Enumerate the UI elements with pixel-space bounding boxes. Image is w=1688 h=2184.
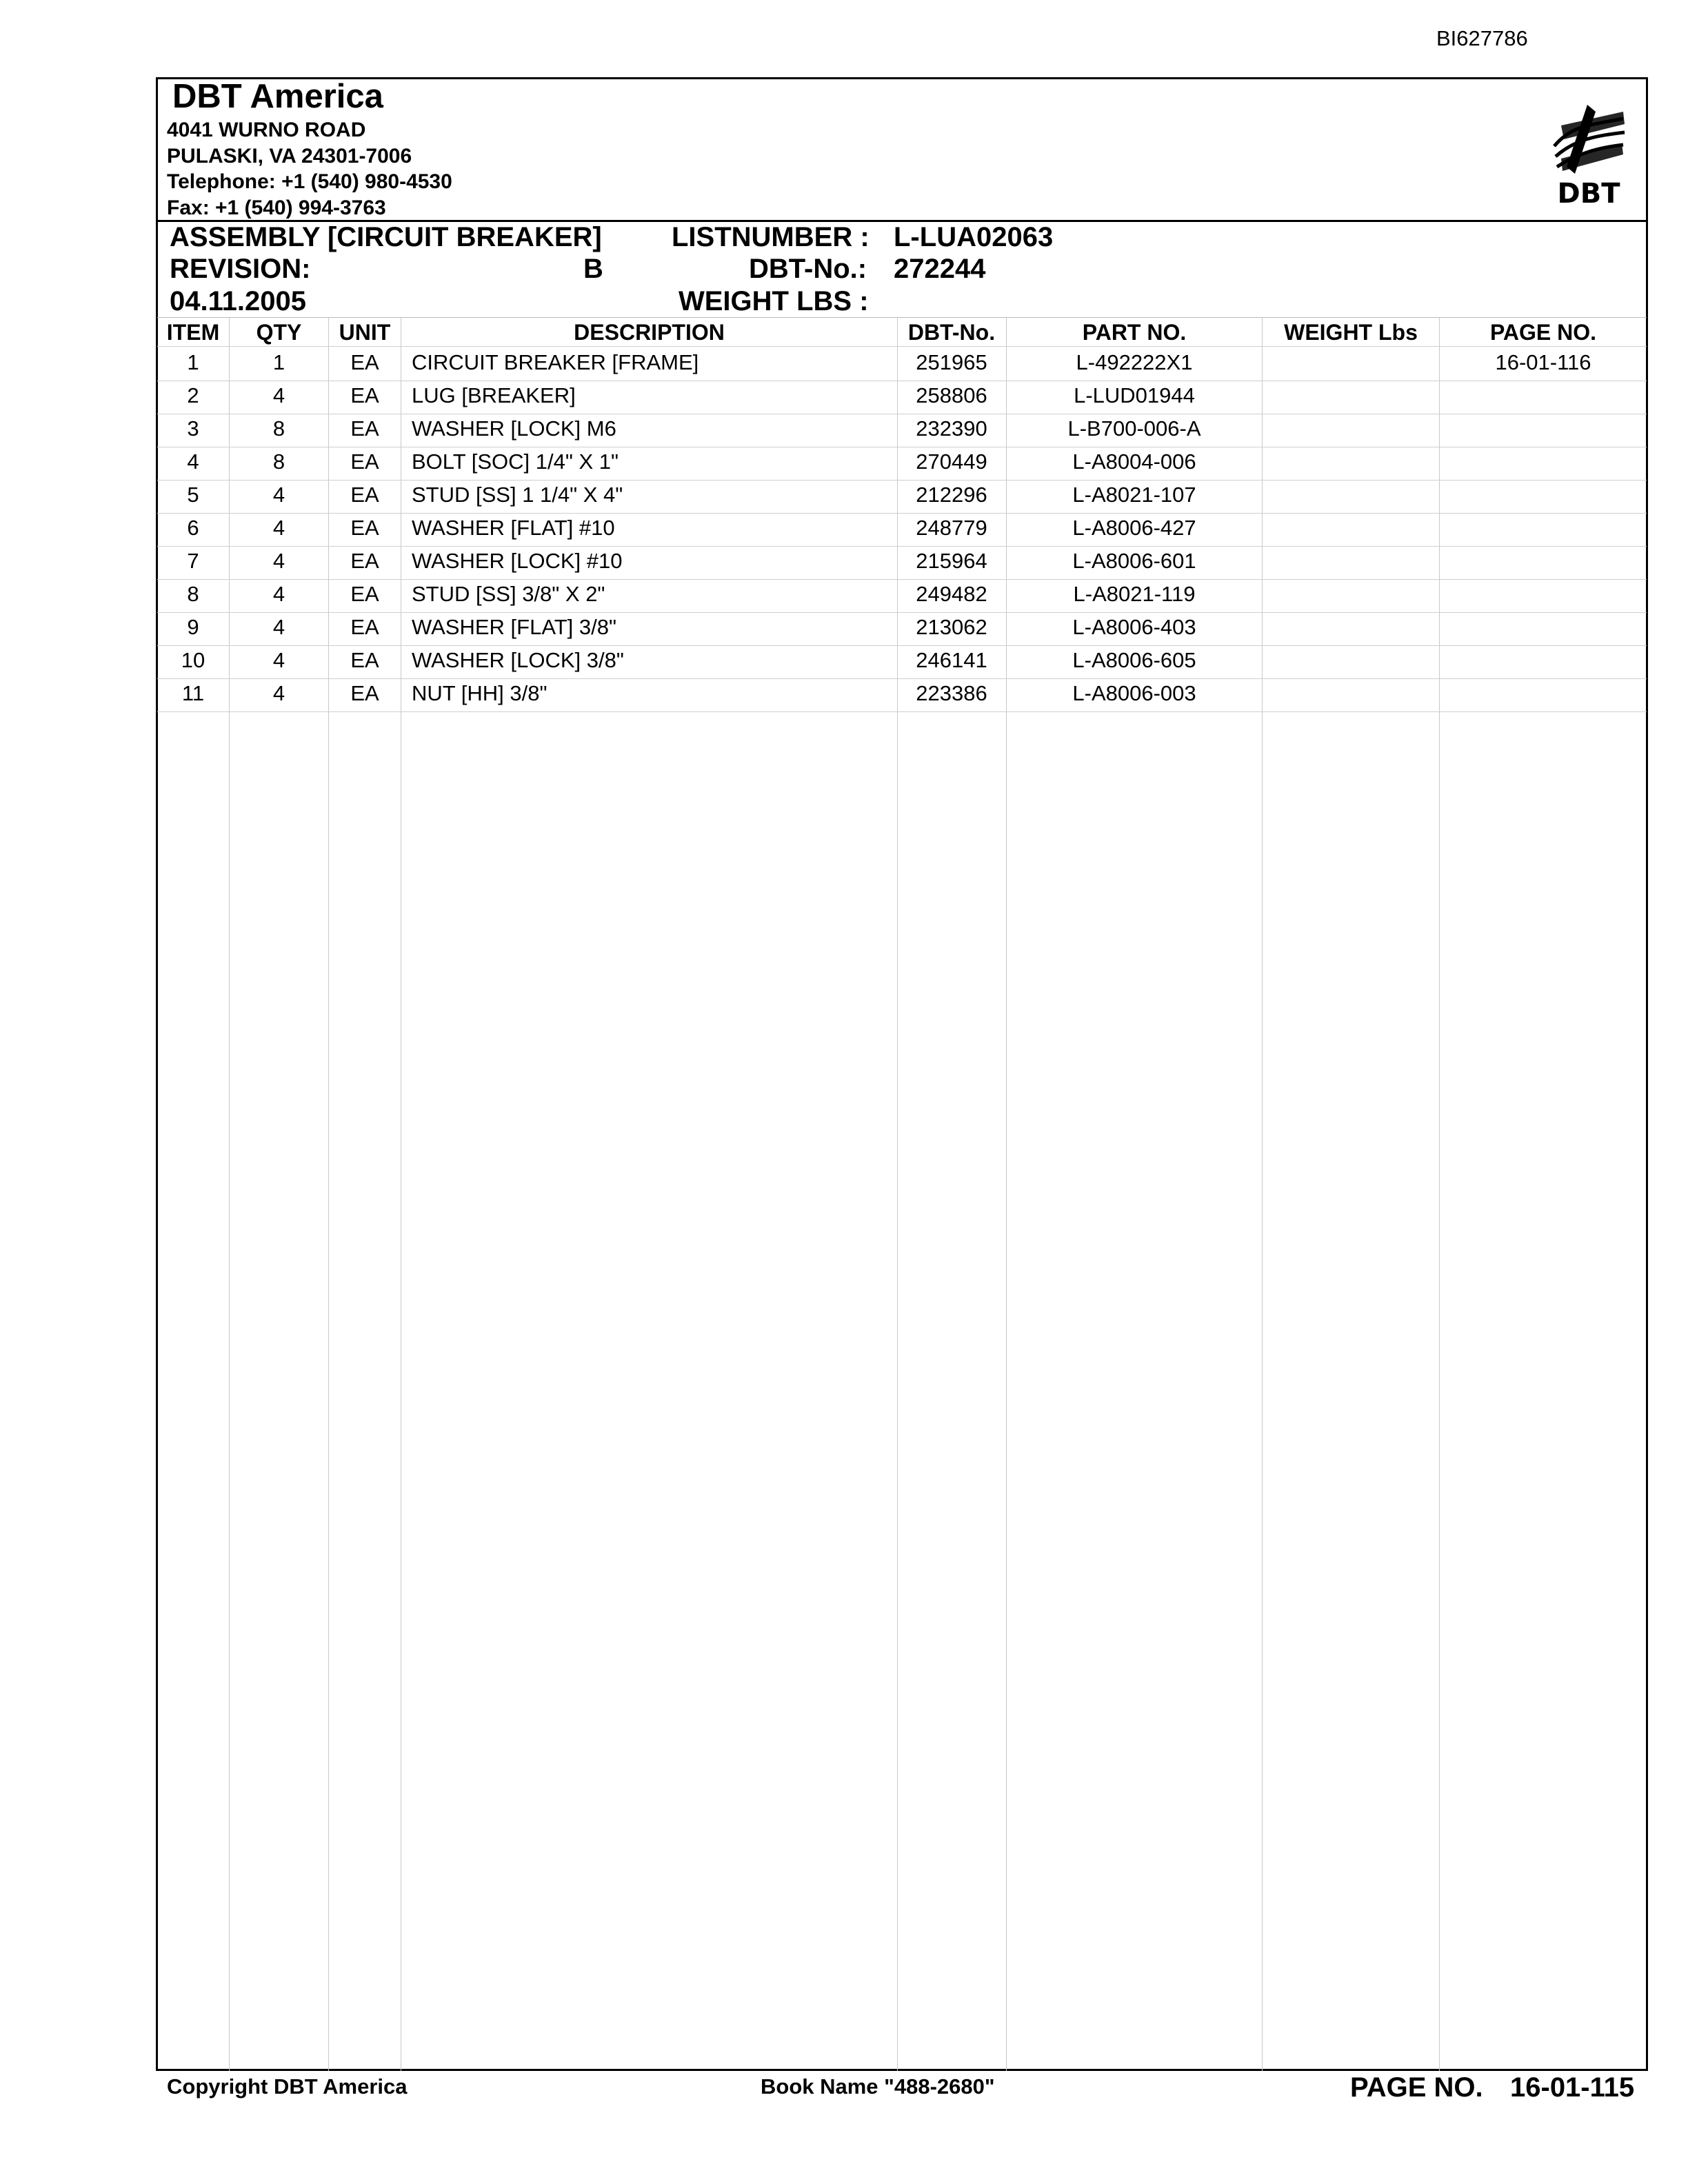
dbtno-value: 272244 [894,254,986,284]
col-header-page-no: PAGE NO. [1489,320,1597,345]
row-part-no: L-492222X1 [1076,350,1193,374]
header-row-line [157,346,1647,347]
row-item: 6 [187,516,199,540]
company-address-line1: 4041 WURNO ROAD [167,119,366,141]
col-header-weight: WEIGHT Lbs [1284,320,1418,345]
row-qty: 4 [272,549,285,573]
column-divider [1006,318,1007,2071]
row-divider [157,480,1647,481]
company-telephone: Telephone: +1 (540) 980-4530 [167,170,452,193]
row-item: 11 [181,681,205,705]
row-item: 8 [187,582,199,606]
row-unit: EA [350,416,379,441]
dbtno-label: DBT-No.: [749,254,867,284]
row-part-no: L-A8021-107 [1072,483,1196,507]
assembly-title: ASSEMBLY [CIRCUIT BREAKER] [170,222,602,252]
row-qty: 4 [272,383,285,407]
row-page-no: 16-01-116 [1495,350,1591,374]
row-part-no: L-A8006-601 [1072,549,1196,573]
column-divider [897,318,898,2071]
row-description: WASHER [FLAT] #10 [412,516,615,540]
row-dbt-no: 251965 [916,350,987,374]
row-qty: 4 [272,582,285,606]
row-qty: 4 [272,516,285,540]
page-number-label: PAGE NO. [1350,2072,1483,2103]
document-frame [156,77,1648,2071]
row-item: 9 [187,615,199,639]
column-divider [1439,318,1440,2071]
company-name: DBT America [172,78,383,115]
row-part-no: L-LUD01944 [1074,383,1195,407]
column-divider [1262,318,1263,2071]
row-unit: EA [350,681,379,705]
row-unit: EA [350,516,379,540]
weight-label: WEIGHT LBS : [679,286,869,316]
col-header-qty: QTY [256,320,302,345]
row-unit: EA [350,582,379,606]
row-unit: EA [350,350,379,374]
row-dbt-no: 258806 [916,383,987,407]
row-qty: 8 [272,416,285,441]
row-unit: EA [350,383,379,407]
row-description: WASHER [LOCK] M6 [412,416,616,441]
revision-label: REVISION: [170,254,311,284]
row-qty: 4 [272,615,285,639]
row-divider [157,711,1647,712]
row-unit: EA [350,615,379,639]
row-item: 1 [187,350,199,374]
row-dbt-no: 215964 [916,549,987,573]
column-divider [328,318,329,2071]
column-divider [229,318,230,2071]
row-qty: 4 [272,681,285,705]
col-header-description: DESCRIPTION [574,320,725,345]
row-dbt-no: 223386 [916,681,987,705]
row-dbt-no: 249482 [916,582,987,606]
row-unit: EA [350,483,379,507]
listnumber-value: L-LUA02063 [894,222,1054,252]
row-dbt-no: 213062 [916,615,987,639]
row-divider [157,579,1647,580]
row-part-no: L-A8021-119 [1073,582,1196,606]
row-description: WASHER [LOCK] #10 [412,549,623,573]
row-divider [157,546,1647,547]
row-item: 7 [187,549,199,573]
row-description: BOLT [SOC] 1/4" X 1" [412,449,619,474]
company-fax: Fax: +1 (540) 994-3763 [167,196,386,219]
revision-value: B [583,254,603,284]
col-header-part-no: PART NO. [1082,320,1187,345]
row-unit: EA [350,549,379,573]
row-qty: 1 [272,350,285,374]
row-unit: EA [350,648,379,672]
row-part-no: L-A8006-605 [1072,648,1196,672]
row-dbt-no: 248779 [916,516,987,540]
row-description: CIRCUIT BREAKER [FRAME] [412,350,699,374]
row-divider [157,513,1647,514]
row-item: 4 [187,449,199,474]
row-part-no: L-A8006-427 [1072,516,1196,540]
row-qty: 4 [272,483,285,507]
col-header-dbt-no: DBT-No. [907,320,996,345]
row-description: STUD [SS] 3/8" X 2" [412,582,605,606]
company-address-line2: PULASKI, VA 24301-7006 [167,145,412,168]
row-part-no: L-B700-006-A [1067,416,1201,441]
row-qty: 8 [272,449,285,474]
row-item: 2 [187,383,199,407]
row-dbt-no: 232390 [916,416,987,441]
copyright: Copyright DBT America [167,2074,408,2099]
row-part-no: L-A8004-006 [1072,449,1196,474]
col-header-unit: UNIT [339,320,391,345]
row-divider [157,645,1647,646]
row-unit: EA [350,449,379,474]
col-header-item: ITEM [166,320,220,345]
row-part-no: L-A8006-003 [1072,681,1196,705]
row-part-no: L-A8006-403 [1072,615,1196,639]
revision-date: 04.11.2005 [170,286,306,316]
row-divider [157,678,1647,679]
logo-text: DBT [1557,178,1620,208]
row-divider [157,612,1647,613]
row-description: NUT [HH] 3/8" [412,681,547,705]
row-item: 3 [187,416,199,441]
listnumber-label: LISTNUMBER : [672,222,870,252]
row-dbt-no: 212296 [916,483,987,507]
row-description: STUD [SS] 1 1/4" X 4" [412,483,623,507]
row-description: WASHER [FLAT] 3/8" [412,615,616,639]
book-name: Book Name "488-2680" [761,2074,995,2099]
row-description: WASHER [LOCK] 3/8" [412,648,624,672]
row-dbt-no: 270449 [916,449,987,474]
table-top-line [157,317,1647,318]
row-item: 10 [181,648,205,672]
document-id: BI627786 [1436,26,1528,50]
row-dbt-no: 246141 [916,648,987,672]
page-number-value: 16-01-115 [1510,2072,1635,2103]
row-description: LUG [BREAKER] [412,383,576,407]
dbt-logo [1547,98,1630,208]
row-item: 5 [187,483,199,507]
row-qty: 4 [272,648,285,672]
